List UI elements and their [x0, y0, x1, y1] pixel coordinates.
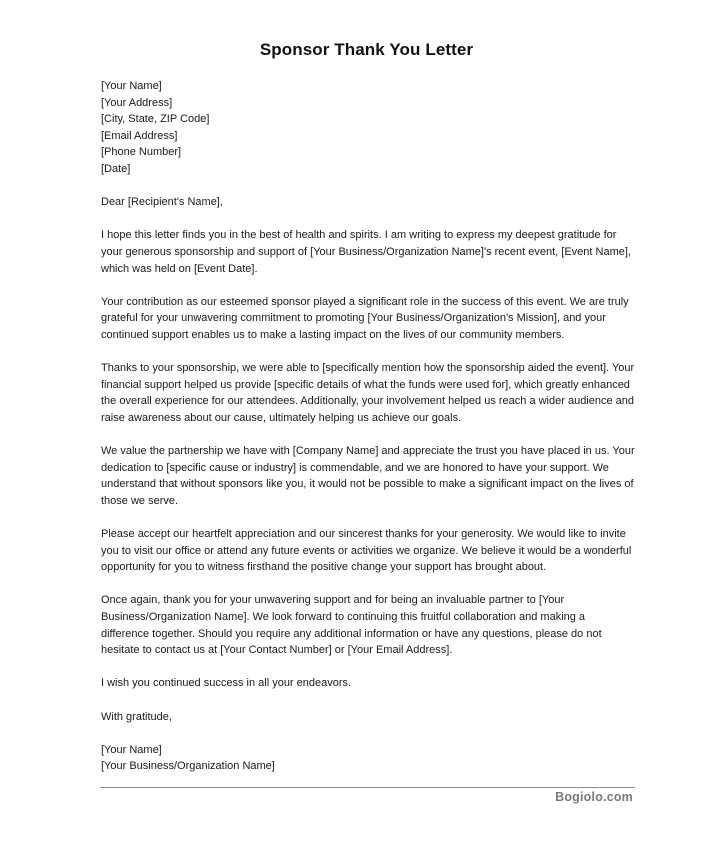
paragraph-line: continued support enables us to make a lasting impact on the lives of our community members. — [101, 328, 565, 341]
salutation-text: Dear [Recipient's Name], — [101, 196, 223, 209]
paragraph-line: Business/Organization Name]. We look forward to continuing this fruitful collaboration and making a — [101, 611, 586, 623]
closing — [101, 709, 641, 726]
body-paragraph-6 — [101, 592, 641, 658]
sender-address: [Your Address] — [101, 96, 173, 109]
closing-text: With gratitude, — [101, 710, 172, 723]
paragraph-line: those we serve. — [101, 494, 179, 507]
paragraph-line: the overall experience for our attendees. Additionally, your involvement helped us reach a wider audience and — [101, 395, 635, 408]
signature-organization: [Your Business/Organization Name] — [101, 760, 275, 773]
paragraph-line: understand that without sponsors like you, it would not be possible to make a significant impact on the lives of — [101, 478, 634, 491]
sender-block — [101, 78, 641, 178]
body-paragraph-7 — [101, 675, 641, 692]
letter-date: [Date] — [101, 162, 131, 175]
body-paragraph-4 — [101, 443, 641, 509]
paragraph-line: which was held on [Event Date]. — [101, 262, 258, 275]
body-paragraph-1 — [101, 227, 641, 277]
paragraph-line: Please accept our heartfelt appreciation and our sincerest thanks for your generosity. We would like to invite — [101, 528, 626, 541]
signature-block — [101, 742, 641, 775]
sender-email: [Email Address] — [101, 129, 178, 142]
sender-name: [Your Name] — [101, 80, 162, 92]
paragraph-line: you to visit our office or attend any future events or activities we organize. We believe it would be a wonderful — [101, 544, 632, 557]
signature-name: [Your Name] — [101, 743, 162, 756]
footer-brand: Bogiolo.com — [555, 790, 633, 804]
paragraph-line: hesitate to contact us at [Your Contact Number] or [Your Email Address]. — [101, 644, 453, 657]
body-paragraph-2 — [101, 294, 641, 344]
paragraph-line: grateful for your unwavering commitment to promoting [Your Business/Organization's Mission], and your — [101, 312, 606, 325]
paragraph-line: difference together. Should you require any additional information or have any questions, please do not — [101, 627, 602, 640]
paragraph-line: I wish you continued success in all your endeavors. — [101, 677, 352, 690]
paragraph-line: dedication to [specific cause or industry] is commendable, and we are honored to have your support. We — [101, 461, 609, 474]
page-title: Sponsor Thank You Letter — [259, 40, 474, 59]
letter-body — [101, 78, 641, 775]
paragraph-line: I hope this letter finds you in the best of health and spirits. I am writing to express my deepest gratitude for — [101, 229, 617, 242]
salutation — [101, 194, 641, 211]
paragraph-line: raise awareness about our cause, ultimately helping us achieve our goals. — [101, 411, 462, 424]
sender-phone: [Phone Number] — [101, 146, 182, 159]
paragraph-line: Thanks to your sponsorship, we were able to [specifically mention how the sponsorship aided the event]. Your — [101, 362, 635, 375]
paragraph-line: We value the partnership we have with [Company Name] and appreciate the trust you have placed in us. Your — [101, 445, 635, 458]
footer-divider — [100, 787, 635, 788]
sender-city-state-zip: [City, State, ZIP Code] — [101, 113, 210, 126]
body-paragraph-5 — [101, 526, 641, 576]
body-paragraph-3 — [101, 360, 641, 426]
paragraph-line: your generous sponsorship and support of [Your Business/Organization Name]'s recent event, [Event Name], — [101, 245, 631, 258]
paragraph-line: opportunity for you to witness firsthand the positive change your support has brought about. — [101, 561, 547, 574]
paragraph-line: Once again, thank you for your unwavering support and for being an invaluable partner to [Your — [101, 594, 565, 607]
paragraph-line: Your contribution as our esteemed sponsor played a significant role in the success of this event. We are truly — [101, 295, 629, 308]
paragraph-line: financial support helped us provide [specific details of what the funds were used for], which greatly enhanced — [101, 378, 630, 391]
